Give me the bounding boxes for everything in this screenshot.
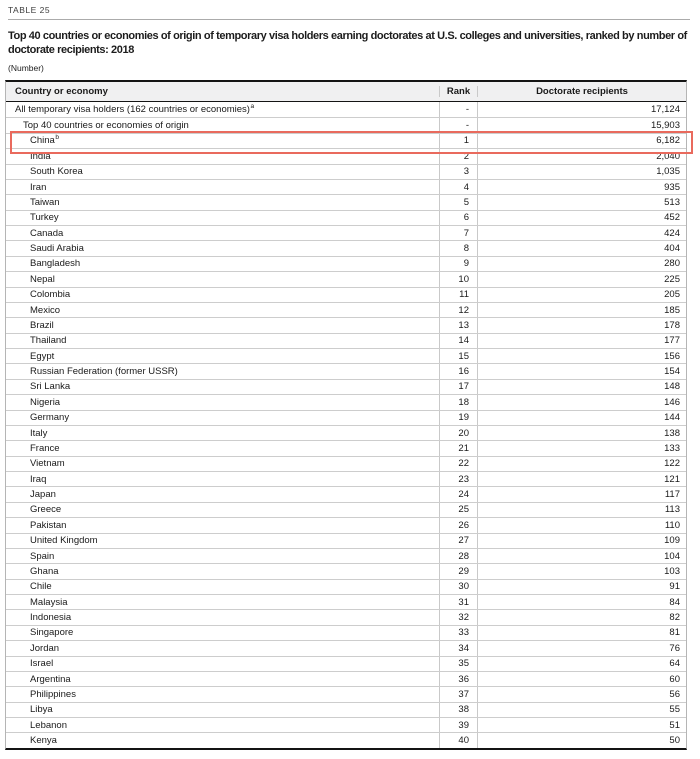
recipients-cell: 113 <box>664 504 680 516</box>
country-cell <box>6 733 440 747</box>
country-name: Thailand <box>30 335 67 347</box>
table-row <box>6 640 686 655</box>
rank-cell: 36 <box>440 672 478 686</box>
table-row <box>6 609 686 624</box>
rank-cell: 40 <box>440 733 478 747</box>
recipients-cell: 17,124 <box>650 104 680 116</box>
country-cell <box>6 180 440 194</box>
recipients-cell: 2,040 <box>656 150 680 162</box>
country-name: Malaysia <box>30 596 68 608</box>
recipients-cell: 122 <box>664 458 680 470</box>
recipients-cell: 6,182 <box>656 135 680 147</box>
table-row <box>6 440 686 455</box>
recipients-cell: 452 <box>664 212 680 224</box>
table-row <box>6 210 686 225</box>
table-row <box>6 256 686 271</box>
country-cell <box>6 195 440 209</box>
table-row <box>6 717 686 732</box>
recipients-cell: 144 <box>664 412 680 424</box>
recipients-cell: 156 <box>664 350 680 362</box>
rank-cell: 11 <box>440 288 478 302</box>
rank-cell: 3 <box>440 165 478 179</box>
country-cell <box>6 272 440 286</box>
country-cell <box>6 518 440 532</box>
rank-cell: 20 <box>440 426 478 440</box>
table-row <box>6 379 686 394</box>
recipients-cell: 103 <box>664 565 680 577</box>
recipients-cell: 82 <box>669 612 680 624</box>
country-name: France <box>30 442 60 454</box>
rank-cell: 33 <box>440 626 478 640</box>
country-cell <box>6 411 440 425</box>
table-row <box>6 625 686 640</box>
recipients-cell: 138 <box>664 427 680 439</box>
country-cell <box>6 687 440 701</box>
table-row <box>6 456 686 471</box>
country-cell <box>6 226 440 240</box>
rank-cell: 1 <box>440 134 478 148</box>
rank-cell: 15 <box>440 349 478 363</box>
table-row <box>6 164 686 179</box>
country-name: Pakistan <box>30 519 67 531</box>
country-name: Nepal <box>30 273 55 285</box>
rank-cell: 29 <box>440 564 478 578</box>
country-cell <box>6 580 440 594</box>
table-row <box>6 194 686 209</box>
country-cell <box>6 503 440 517</box>
recipients-cell: 110 <box>664 519 680 531</box>
country-name: Brazil <box>30 319 54 331</box>
country-name: India <box>30 150 51 162</box>
table-row <box>6 117 686 132</box>
table-row <box>6 333 686 348</box>
table-row <box>6 702 686 717</box>
column-header-rank: Rank <box>440 86 478 97</box>
country-name: Vietnam <box>30 458 65 470</box>
country-cell <box>6 610 440 624</box>
table-row <box>6 102 686 117</box>
table-row <box>6 517 686 532</box>
table-row <box>6 148 686 163</box>
rank-cell: 18 <box>440 395 478 409</box>
recipients-cell: 76 <box>669 642 680 654</box>
country-name: South Korea <box>30 166 83 178</box>
country-cell <box>6 595 440 609</box>
data-table <box>5 80 687 750</box>
recipients-cell: 64 <box>669 658 680 670</box>
rank-cell: 35 <box>440 657 478 671</box>
recipients-cell: 60 <box>669 673 680 685</box>
table-row <box>6 240 686 255</box>
recipients-cell: 154 <box>664 366 680 378</box>
country-name: Kenya <box>30 735 57 747</box>
recipients-cell: 51 <box>669 719 680 731</box>
country-name: All temporary visa holders (162 countries or economies) <box>15 104 250 116</box>
recipients-cell: 84 <box>669 596 680 608</box>
rank-cell: 5 <box>440 195 478 209</box>
recipients-cell: 178 <box>664 319 680 331</box>
table-row-highlighted <box>6 133 686 148</box>
country-name: Germany <box>30 412 70 424</box>
country-cell <box>6 472 440 486</box>
table-row <box>6 225 686 240</box>
unit-note: (Number) <box>8 63 44 73</box>
rank-cell: 24 <box>440 487 478 501</box>
country-name: China <box>30 135 55 147</box>
rank-cell: 16 <box>440 364 478 378</box>
rank-cell: 38 <box>440 703 478 717</box>
table-row <box>6 394 686 409</box>
rank-cell: 32 <box>440 610 478 624</box>
country-name: United Kingdom <box>30 535 98 547</box>
table-row <box>6 271 686 286</box>
rank-cell: 19 <box>440 411 478 425</box>
country-name: Mexico <box>30 304 61 316</box>
country-name: Indonesia <box>30 612 72 624</box>
recipients-cell: 121 <box>664 473 680 485</box>
rank-cell: - <box>440 102 478 117</box>
country-cell <box>6 487 440 501</box>
recipients-cell: 404 <box>664 243 680 255</box>
rank-cell: 37 <box>440 687 478 701</box>
country-name: Bangladesh <box>30 258 81 270</box>
country-name: Jordan <box>30 642 60 654</box>
column-header-country: Country or economy <box>6 86 440 97</box>
country-cell <box>6 349 440 363</box>
rank-cell: 30 <box>440 580 478 594</box>
country-name: Singapore <box>30 627 74 639</box>
country-name: Taiwan <box>30 196 60 208</box>
table-row <box>6 579 686 594</box>
country-name: Iran <box>30 181 47 193</box>
country-cell <box>6 426 440 440</box>
rank-cell: 22 <box>440 457 478 471</box>
recipients-cell: 56 <box>669 688 680 700</box>
recipients-cell: 280 <box>664 258 680 270</box>
country-cell <box>6 457 440 471</box>
recipients-cell: 133 <box>664 442 680 454</box>
table-title: Top 40 countries or economies of origin of temporary visa holders earning doctorates at U.S. colleges and universities, ranked by number of doctorate recipients: 2018 <box>8 30 687 56</box>
table-row <box>6 548 686 563</box>
table-row <box>6 410 686 425</box>
country-name: Spain <box>30 550 55 562</box>
recipients-cell: 424 <box>664 227 680 239</box>
recipients-cell: 146 <box>664 396 680 408</box>
country-cell <box>6 303 440 317</box>
country-cell <box>6 211 440 225</box>
table-row <box>6 486 686 501</box>
country-name: Iraq <box>30 473 47 485</box>
country-cell <box>6 641 440 655</box>
recipients-cell: 1,035 <box>656 166 680 178</box>
table-row <box>6 471 686 486</box>
recipients-cell: 104 <box>664 550 680 562</box>
divider-rule <box>8 19 690 20</box>
table-row <box>6 302 686 317</box>
table-row <box>6 533 686 548</box>
recipients-cell: 91 <box>669 581 680 593</box>
country-name: Lebanon <box>30 719 67 731</box>
country-cell <box>6 657 440 671</box>
table-row <box>6 502 686 517</box>
recipients-cell: 117 <box>664 489 680 501</box>
recipients-cell: 185 <box>664 304 680 316</box>
country-cell: All temporary visa holders (162 countries or economies) $^a$ <box>6 102 440 117</box>
recipients-cell: 55 <box>669 704 680 716</box>
table-header-row <box>6 82 686 102</box>
rank-cell: 27 <box>440 534 478 548</box>
country-cell <box>6 672 440 686</box>
rank-cell: 7 <box>440 226 478 240</box>
country-cell <box>6 318 440 332</box>
country-name: Turkey <box>30 212 59 224</box>
recipients-cell: 148 <box>664 381 680 393</box>
rank-cell: 23 <box>440 472 478 486</box>
country-cell <box>6 441 440 455</box>
recipients-cell: 177 <box>664 335 680 347</box>
country-cell <box>6 257 440 271</box>
country-cell <box>6 703 440 717</box>
rank-cell: 25 <box>440 503 478 517</box>
country-cell <box>6 626 440 640</box>
country-cell <box>6 288 440 302</box>
country-cell <box>6 149 440 163</box>
country-name: Nigeria <box>30 396 61 408</box>
country-name: Libya <box>30 704 53 716</box>
table-row <box>6 656 686 671</box>
country-name: Ghana <box>30 565 59 577</box>
rank-cell: 31 <box>440 595 478 609</box>
rank-cell: 12 <box>440 303 478 317</box>
table-row <box>6 317 686 332</box>
country-name: Greece <box>30 504 62 516</box>
country-cell <box>6 395 440 409</box>
table-row <box>6 348 686 363</box>
column-header-recipients: Doctorate recipients <box>536 86 628 97</box>
rank-cell: 17 <box>440 380 478 394</box>
country-name: Philippines <box>30 688 76 700</box>
table-row <box>6 671 686 686</box>
country-name: Canada <box>30 227 64 239</box>
country-name: Egypt <box>30 350 55 362</box>
country-cell <box>6 364 440 378</box>
rank-cell: 2 <box>440 149 478 163</box>
rank-cell: 21 <box>440 441 478 455</box>
country-name: Sri Lanka <box>30 381 71 393</box>
table-row <box>6 425 686 440</box>
rank-cell: 6 <box>440 211 478 225</box>
country-name: Saudi Arabia <box>30 243 84 255</box>
recipients-cell: 205 <box>664 289 680 301</box>
recipients-cell: 81 <box>669 627 680 639</box>
recipients-cell: 935 <box>664 181 680 193</box>
table-row <box>6 563 686 578</box>
rank-cell: 4 <box>440 180 478 194</box>
country-name: Colombia <box>30 289 71 301</box>
country-name: Italy <box>30 427 48 439</box>
country-name: Israel <box>30 658 54 670</box>
recipients-cell: 15,903 <box>650 120 680 132</box>
table-number-label: TABLE 25 <box>8 5 51 15</box>
table-row <box>6 363 686 378</box>
rank-cell: - <box>440 118 478 132</box>
rank-cell: 13 <box>440 318 478 332</box>
table-row <box>6 179 686 194</box>
country-name: Japan <box>30 489 56 501</box>
country-cell <box>6 334 440 348</box>
table-row <box>6 287 686 302</box>
rank-cell: 34 <box>440 641 478 655</box>
rank-cell: 9 <box>440 257 478 271</box>
recipients-cell: 225 <box>664 273 680 285</box>
country-cell <box>6 165 440 179</box>
rank-cell: 8 <box>440 241 478 255</box>
country-name: Argentina <box>30 673 71 685</box>
table-row <box>6 686 686 701</box>
country-cell <box>6 564 440 578</box>
country-name: Chile <box>30 581 52 593</box>
table-body <box>6 102 686 748</box>
country-cell <box>6 380 440 394</box>
table-row <box>6 732 686 747</box>
country-cell <box>6 241 440 255</box>
country-cell <box>6 718 440 732</box>
rank-cell: 28 <box>440 549 478 563</box>
country-cell <box>6 534 440 548</box>
rank-cell: 26 <box>440 518 478 532</box>
recipients-cell: 50 <box>669 735 680 747</box>
rank-cell: 14 <box>440 334 478 348</box>
recipients-cell: 109 <box>664 535 680 547</box>
recipients-cell: 513 <box>664 196 680 208</box>
rank-cell: 10 <box>440 272 478 286</box>
country-name: Top 40 countries or economies of origin <box>23 120 189 132</box>
country-name: Russian Federation (former USSR) <box>30 366 178 378</box>
country-cell: China $^b$ <box>6 134 440 148</box>
country-cell <box>6 549 440 563</box>
country-cell <box>6 118 440 132</box>
table-row <box>6 594 686 609</box>
rank-cell: 39 <box>440 718 478 732</box>
